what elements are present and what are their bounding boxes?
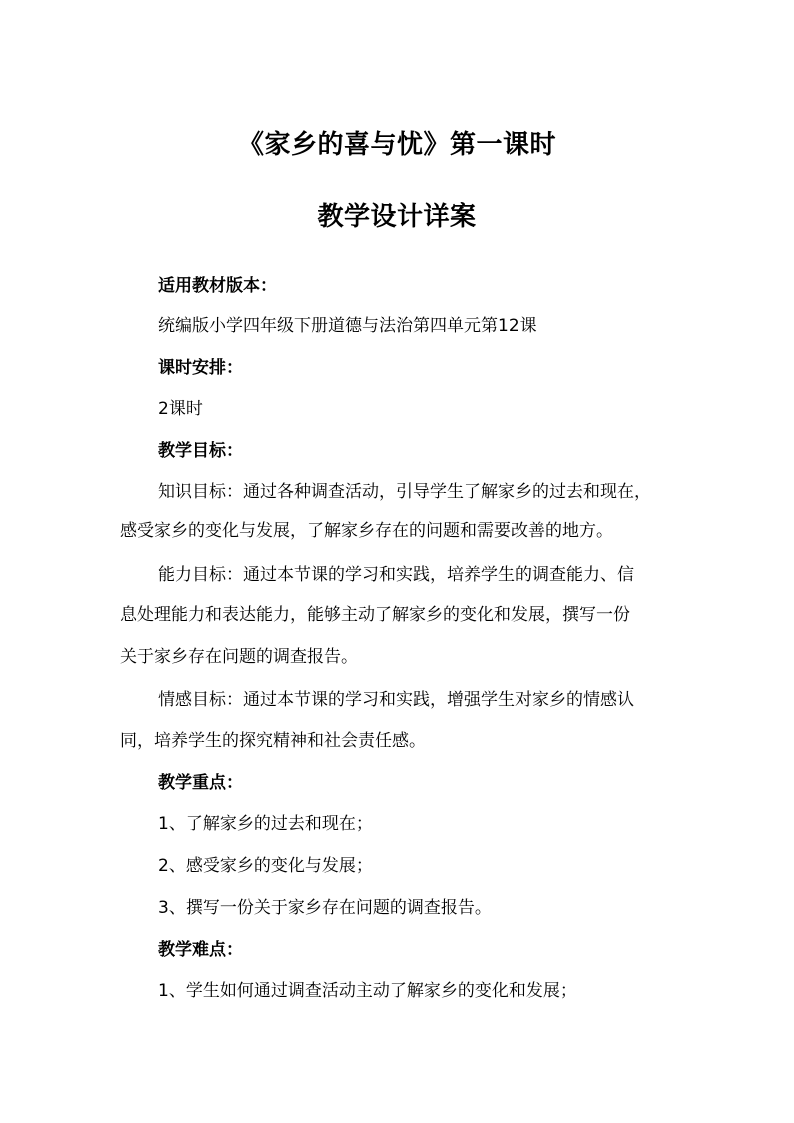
key-point-1: 1、了解家乡的过去和现在； (158, 814, 373, 834)
goal-ability-line-3: 关于家乡存在问题的调查报告。 (120, 647, 358, 667)
key-points-heading: 教学重点： (158, 773, 243, 793)
textbook-value: 统编版小学四年级下册道德与法治第四单元第12课 (158, 316, 537, 336)
goal-emotion-line-2: 同，培养学生的探究精神和社会责任感。 (120, 731, 426, 751)
textbook-heading: 适用教材版本： (158, 276, 277, 296)
goal-knowledge-line-1: 知识目标：通过各种调查活动，引导学生了解家乡的过去和现在， (158, 482, 651, 502)
goal-ability-line-2: 息处理能力和表达能力，能够主动了解家乡的变化和发展，撰写一份 (120, 605, 630, 625)
document-title: 《家乡的喜与忧》第一课时 (237, 130, 556, 160)
difficulty-heading: 教学难点： (158, 940, 243, 960)
goals-heading: 教学目标： (158, 441, 243, 461)
goal-emotion-line-1: 情感目标：通过本节课的学习和实践，增强学生对家乡的情感认 (158, 690, 634, 710)
key-point-2: 2、感受家乡的变化与发展； (158, 856, 373, 876)
document-subtitle: 教学设计详案 (317, 202, 477, 232)
key-point-3: 3、撰写一份关于家乡存在问题的调查报告。 (158, 898, 492, 918)
schedule-heading: 课时安排： (158, 358, 243, 378)
difficulty-point-1: 1、学生如何通过调查活动主动了解家乡的变化和发展； (158, 981, 577, 1001)
goal-knowledge-line-2: 感受家乡的变化与发展，了解家乡存在的问题和需要改善的地方。 (120, 521, 613, 541)
goal-ability-line-1: 能力目标：通过本节课的学习和实践，培养学生的调查能力、信 (158, 565, 634, 585)
schedule-value: 2课时 (158, 399, 203, 419)
